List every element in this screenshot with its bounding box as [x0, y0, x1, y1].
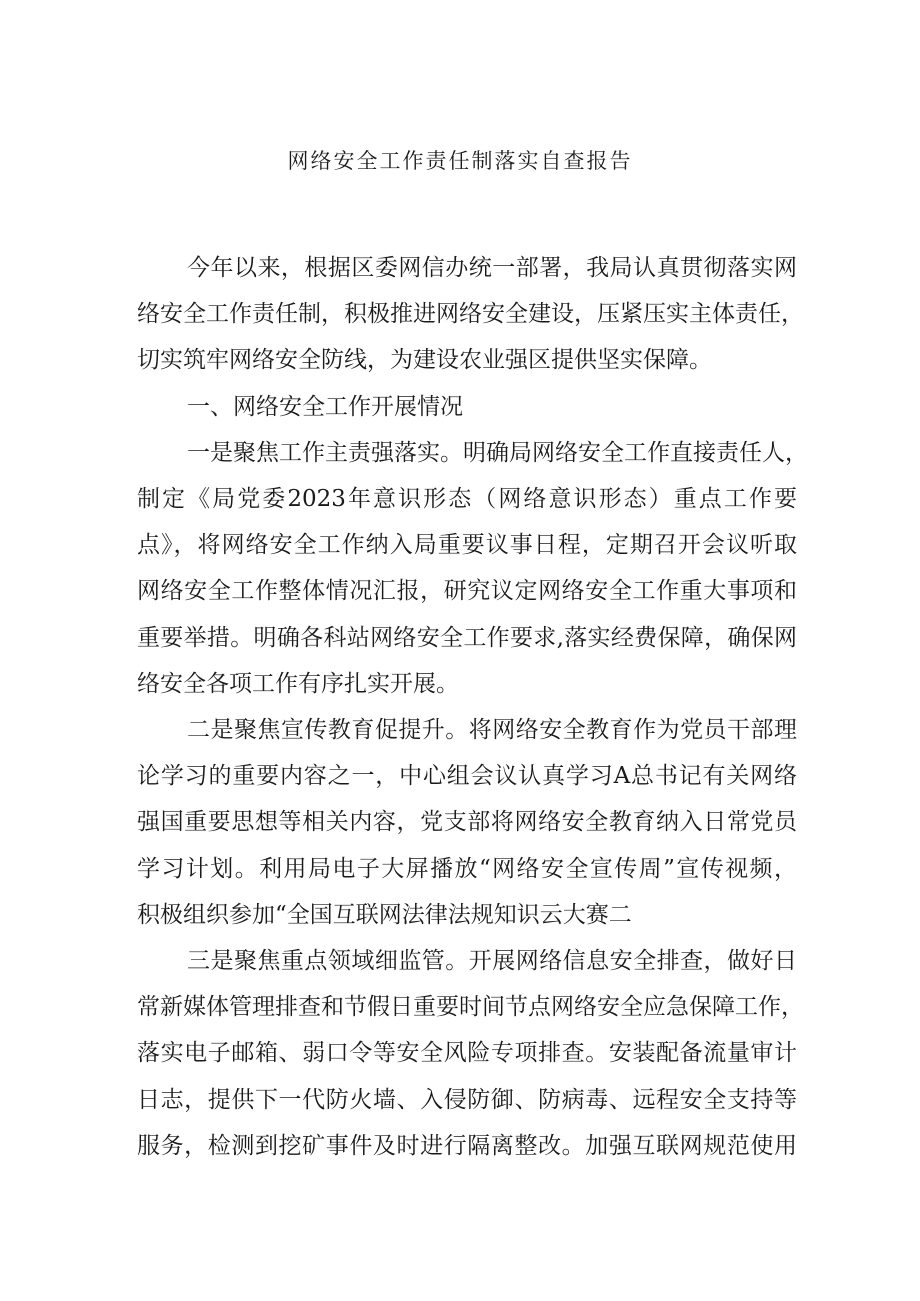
paragraph-line: 学习计划。利用局电子大屏播放“网络安全宣传周”宣传视频，: [137, 856, 797, 882]
paragraph-line: 日志，提供下一代防火墙、入侵防御、防病毒、远程安全支持等: [137, 1087, 797, 1113]
paragraph-line: 服务，检测到挖矿事件及时进行隔离整改。加强互联网规范使用: [137, 1133, 797, 1159]
document-title: 网络安全工作责任制落实自查报告: [287, 149, 633, 173]
paragraph-line: 点》，将网络安全工作纳入局重要议事日程，定期召开会议听取: [137, 532, 797, 558]
paragraph-line: 一是聚焦工作主责强落实。明确局网络安全工作直接责任人，: [187, 440, 808, 466]
paragraph-line: 三是聚焦重点领域细监管。开展网络信息安全排查，做好日: [187, 948, 797, 974]
paragraph-line: 强国重要思想等相关内容，党支部将网络安全教育纳入日常党员: [137, 809, 797, 835]
paragraph-line: 络安全工作责任制，积极推进网络安全建设，压紧压实主体责任，: [137, 301, 804, 327]
paragraph-line: 重要举措。明确各科站网络安全工作要求,落实经费保障，确保网: [137, 625, 797, 651]
paragraph-line: 常新媒体管理排查和节假日重要时间节点网络安全应急保障工作，: [137, 994, 804, 1020]
paragraph-line: 论学习的重要内容之一，中心组会议认真学习A总书记有关网络: [137, 763, 797, 789]
paragraph-line: 制定《局党委2023年意识形态（网络意识形态）重点工作要: [137, 486, 797, 512]
section-heading: 一、网络安全工作开展情况: [187, 394, 463, 420]
paragraph-line: 落实电子邮箱、弱口令等安全风险专项排查。安装配备流量审计: [137, 1040, 797, 1066]
paragraph-line: 今年以来，根据区委网信办统一部署，我局认真贯彻落实网: [187, 255, 797, 281]
paragraph-line: 网络安全工作整体情况汇报，研究议定网络安全工作重大事项和: [137, 578, 797, 604]
paragraph-line: 积极组织参加“全国互联网法律法规知识云大赛二: [137, 902, 632, 928]
paragraph-line: 切实筑牢网络安全防线，为建设农业强区提供坚实保障。: [137, 347, 712, 373]
paragraph-line: 二是聚焦宣传教育促提升。将网络安全教育作为党员干部理: [187, 717, 797, 743]
paragraph-line: 络安全各项工作有序扎实开展。: [137, 671, 459, 697]
